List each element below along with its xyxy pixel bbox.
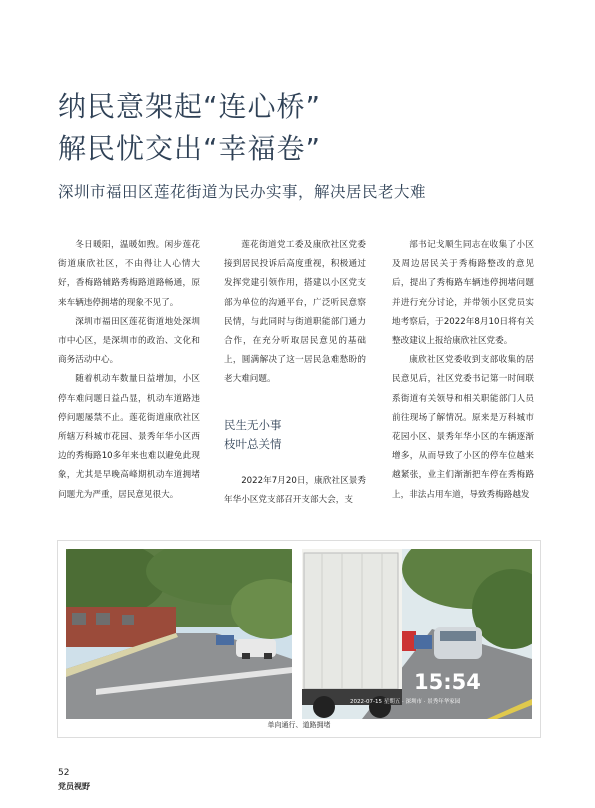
paragraph: 深圳市福田区莲花街道地处深圳市中心区，是深圳市的政治、文化和商务活动中心。	[58, 316, 200, 366]
article-subtitle: 深圳市福田区莲花街道为民办实事，解决居民老大难	[58, 183, 427, 201]
photo-timestamp-time: 15:54	[414, 670, 481, 694]
section-subhead	[224, 416, 366, 454]
paragraph: 2022年7月20日，康欣社区景秀年华小区党支部召开支部大会，支	[224, 475, 366, 505]
article-title-line2: 解民忧交出“幸福卷”	[58, 132, 322, 165]
street-photo-right	[302, 549, 532, 719]
photo-figure	[57, 540, 541, 738]
page-number: 52	[58, 768, 70, 778]
photo-timestamp-date: 2022-07-15 星期五 · 深圳市 · 景秀年华家园	[350, 699, 461, 705]
article-title-line1: 纳民意架起“连心桥”	[58, 90, 322, 123]
text-column-2	[224, 236, 366, 510]
paragraph: 部书记戈顺生同志在收集了小区及周边居民关于秀梅路整改的意见后，提出了秀梅路车辆违停拥堵问题并进行充分讨论，并带领小区党员实地考察后，于2022年8月10日将有关整改建议上报给康欣社区党委。	[392, 240, 534, 347]
text-column-1	[58, 236, 200, 505]
street-photo-left	[66, 549, 292, 719]
subhead-line2: 枝叶总关情	[224, 436, 282, 451]
photo-caption: 单向通行、道路拥堵	[267, 721, 331, 729]
paragraph: 康欣社区党委收到支部收集的居民意见后，社区党委书记第一时间联系街道有关领导和相关职能部门人员前往现场了解情况。原来是万科城市花园小区、景秀年华小区的车辆逐渐增多，从而导致了小区的停车位越来越紧张，业主们渐渐把车停在秀梅路上，非法占用车道，导致秀梅路越发	[392, 355, 534, 500]
magazine-name: 党员视野	[58, 782, 90, 791]
text-column-3	[392, 236, 534, 505]
paragraph: 莲花街道党工委及康欣社区党委接到居民投诉后高度重视，积极通过发挥党建引领作用，搭建以小区党支部为单位的沟通平台，广泛听民意察民情，与此同时与街道职能部门通力合作，在充分听取居民意见的基础上，圆满解决了这一居民急难愁盼的老大难问题。	[224, 240, 366, 385]
subhead-line1: 民生无小事	[224, 417, 282, 432]
paragraph: 随着机动车数量日益增加，小区停车难问题日益凸显，机动车道路违停问题屡禁不止。莲花街道康欣社区所辖万科城市花园、景秀年华小区西边的秀梅路10多年来也难以避免此现象，尤其是早晚高峰期机动车道拥堵问题尤为严重，居民意见很大。	[58, 374, 200, 500]
paragraph: 冬日暖阳，温暖如煦。闲步莲花街道康欣社区，不由得让人心情大好，香梅路辅路秀梅路道路畅通，原来车辆违停拥堵的现象不见了。	[58, 240, 200, 308]
